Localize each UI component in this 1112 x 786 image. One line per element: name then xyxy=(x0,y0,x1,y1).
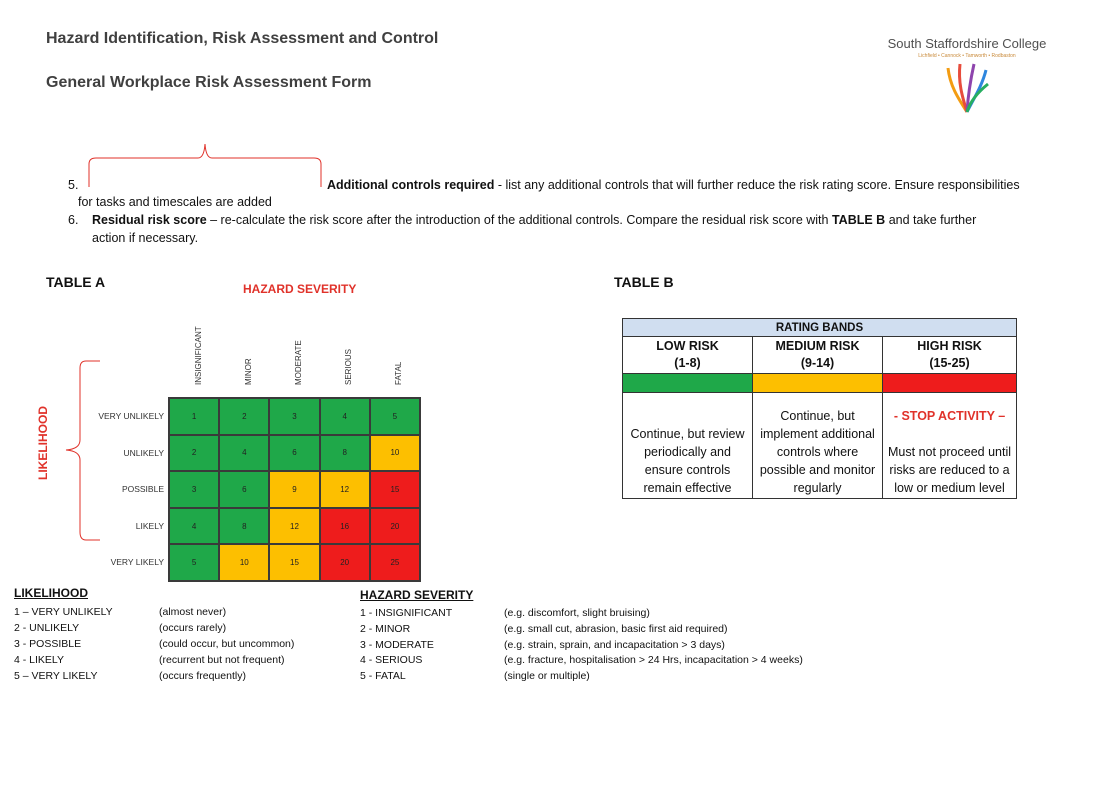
matrix-cell: 4 xyxy=(320,398,370,435)
step-5-continuation: for tasks and timescales are added xyxy=(78,195,272,209)
likelihood-key: 5 – VERY LIKELY xyxy=(14,670,98,682)
severity-key: 1 - INSIGNIFICANT xyxy=(360,607,453,619)
stop-activity-label: - STOP ACTIVITY – xyxy=(893,409,1006,423)
matrix-cell: 6 xyxy=(219,471,269,508)
likelihood-desc: (occurs frequently) xyxy=(159,670,246,682)
matrix-cell: 4 xyxy=(169,508,219,545)
high-risk-color xyxy=(883,374,1017,393)
matrix-cell: 6 xyxy=(269,435,319,472)
table-b-title: TABLE B xyxy=(614,274,674,290)
row-header-likely: LIKELY xyxy=(135,521,164,531)
likelihood-heading: LIKELIHOOD xyxy=(36,406,50,480)
matrix-cell: 5 xyxy=(370,398,420,435)
likelihood-key: 1 – VERY UNLIKELY xyxy=(14,606,113,618)
step-5-text: Additional controls required - list any additional controls that will further reduce the risk rating score. Ensure responsibilities xyxy=(327,178,1020,192)
matrix-cell: 12 xyxy=(320,471,370,508)
step-6-continuation: action if necessary. xyxy=(92,231,199,245)
matrix-cell: 12 xyxy=(269,508,319,545)
college-logo xyxy=(872,36,1062,116)
severity-desc: (e.g. strain, sprain, and incapacitation > 3 days) xyxy=(504,639,725,651)
rating-bands-heading: RATING BANDS xyxy=(623,319,1017,337)
matrix-cell: 2 xyxy=(169,435,219,472)
matrix-cell: 8 xyxy=(320,435,370,472)
logo-swirl-icon xyxy=(944,58,990,114)
severity-desc: (e.g. fracture, hospitalisation > 24 Hrs, incapacitation > 4 weeks) xyxy=(504,654,803,666)
step-5-heading: Additional controls required xyxy=(327,178,495,192)
medium-risk-description: Continue, but implement additional controls where possible and monitor regularly xyxy=(753,393,883,499)
row-header-very-unlikely: VERY UNLIKELY xyxy=(98,411,164,421)
step-6-heading: Residual risk score xyxy=(92,213,207,227)
matrix-cell: 15 xyxy=(269,544,319,581)
row-header-unlikely: UNLIKELY xyxy=(123,448,164,458)
matrix-cell: 10 xyxy=(219,544,269,581)
col-header-fatal: FATAL xyxy=(394,361,403,385)
severity-legend-title: HAZARD SEVERITY xyxy=(360,588,474,602)
matrix-cell: 4 xyxy=(219,435,269,472)
matrix-cell: 1 xyxy=(169,398,219,435)
rating-bands-table xyxy=(622,318,1017,499)
low-risk-header: LOW RISK (1-8) xyxy=(623,337,753,374)
severity-heading: HAZARD SEVERITY xyxy=(243,282,357,296)
severity-desc: (e.g. small cut, abrasion, basic first aid required) xyxy=(504,623,728,635)
col-header-minor: MINOR xyxy=(244,358,253,385)
high-risk-header: HIGH RISK (15-25) xyxy=(883,337,1017,374)
risk-matrix xyxy=(168,397,421,582)
high-risk-description: - STOP ACTIVITY – Must not proceed until risks are reduced to a low or medium level xyxy=(883,393,1017,499)
matrix-cell: 3 xyxy=(269,398,319,435)
severity-key: 4 - SERIOUS xyxy=(360,654,423,666)
matrix-cell: 20 xyxy=(370,508,420,545)
row-header-possible: POSSIBLE xyxy=(121,484,164,494)
likelihood-key: 4 - LIKELY xyxy=(14,654,64,666)
likelihood-legend-title: LIKELIHOOD xyxy=(14,586,88,600)
step-6-text: Residual risk score – re-calculate the risk score after the introduction of the additional controls. Compare the residual risk score with TABLE B and take further xyxy=(92,213,977,227)
matrix-cell: 20 xyxy=(320,544,370,581)
matrix-cell: 5 xyxy=(169,544,219,581)
matrix-cell: 9 xyxy=(269,471,319,508)
likelihood-desc: (almost never) xyxy=(159,606,227,618)
severity-key: 3 - MODERATE xyxy=(360,639,434,651)
brace-decoration xyxy=(88,134,324,188)
low-risk-color xyxy=(623,374,753,393)
low-risk-description: Continue, but review periodically and ensure controls remain effective xyxy=(623,393,753,499)
likelihood-legend xyxy=(14,586,88,600)
severity-key: 2 - MINOR xyxy=(360,623,411,635)
matrix-cell: 2 xyxy=(219,398,269,435)
likelihood-brace xyxy=(52,360,102,542)
page-subtitle: General Workplace Risk Assessment Form xyxy=(46,74,372,91)
col-header-serious: SERIOUS xyxy=(344,348,353,385)
matrix-cell: 15 xyxy=(370,471,420,508)
likelihood-key: 3 - POSSIBLE xyxy=(14,638,82,650)
logo-campuses: Lichfield • Cannock • Tamworth • Rodbaston xyxy=(918,53,1016,59)
step-5-number: 5. xyxy=(68,178,79,192)
table-a-title: TABLE A xyxy=(46,274,106,290)
severity-key: 5 - FATAL xyxy=(360,670,406,682)
medium-risk-color xyxy=(753,374,883,393)
matrix-cell: 3 xyxy=(169,471,219,508)
likelihood-key: 2 - UNLIKELY xyxy=(14,622,80,634)
severity-desc: (e.g. discomfort, slight bruising) xyxy=(504,607,650,619)
matrix-cell: 8 xyxy=(219,508,269,545)
row-header-very-likely: VERY LIKELY xyxy=(110,557,164,567)
matrix-cell: 25 xyxy=(370,544,420,581)
col-header-moderate: MODERATE xyxy=(294,340,303,385)
step-6-number: 6. xyxy=(68,213,79,227)
severity-desc: (single or multiple) xyxy=(504,670,590,682)
severity-legend xyxy=(360,588,473,602)
likelihood-desc: (recurrent but not frequent) xyxy=(159,654,285,666)
page-title: Hazard Identification, Risk Assessment and Control xyxy=(46,30,439,47)
logo-name: South Staffordshire College xyxy=(887,36,1047,51)
matrix-cell: 10 xyxy=(370,435,420,472)
likelihood-desc: (occurs rarely) xyxy=(159,622,227,634)
likelihood-desc: (could occur, but uncommon) xyxy=(159,638,295,650)
medium-risk-header: MEDIUM RISK (9-14) xyxy=(753,337,883,374)
matrix-cell: 16 xyxy=(320,508,370,545)
col-header-insignificant: INSIGNIFICANT xyxy=(194,326,203,385)
